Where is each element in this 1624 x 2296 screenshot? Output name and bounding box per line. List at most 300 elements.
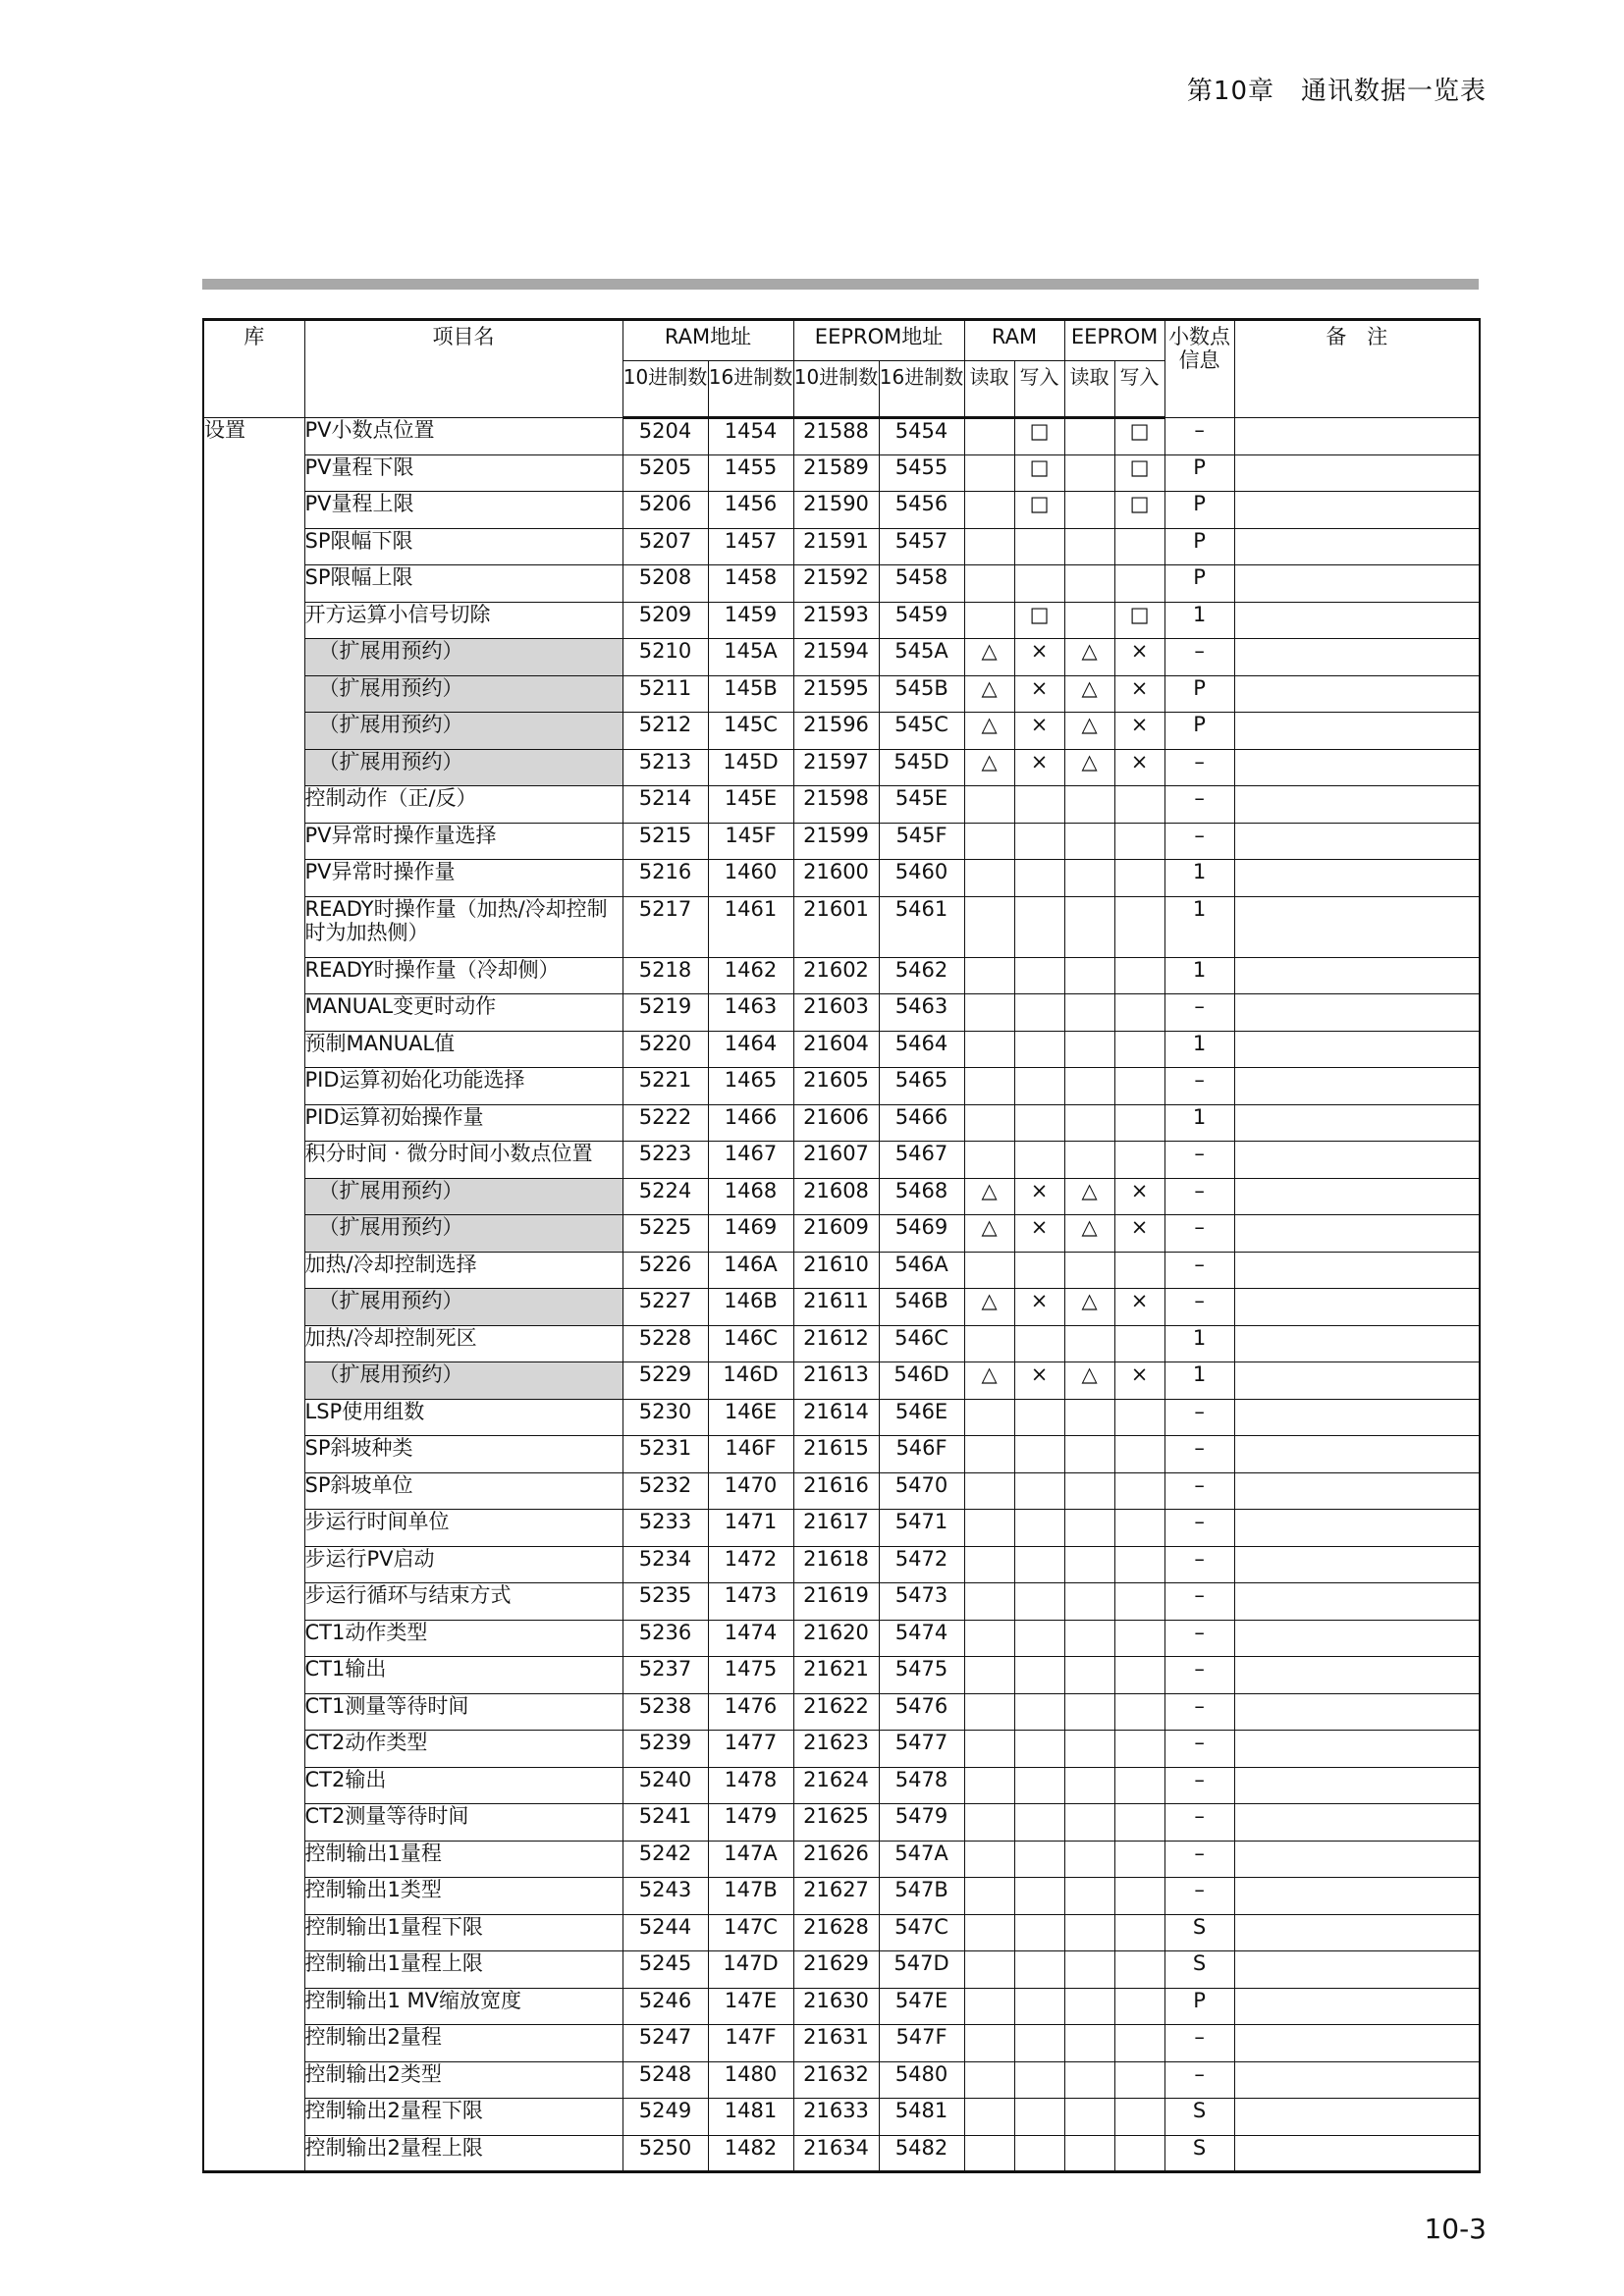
decimal-info-cell: S	[1164, 2099, 1234, 2136]
eeprom-dec-cell: 21628	[793, 1914, 879, 1951]
eeprom-hex-cell: 547B	[879, 1878, 964, 1915]
eeprom-dec-cell: 21598	[793, 786, 879, 824]
item-name-cell: CT2测量等待时间	[304, 1804, 623, 1842]
ram-write-cell	[1014, 1841, 1064, 1878]
ram-read-cell	[964, 492, 1014, 529]
ram-dec-cell: 5222	[623, 1104, 708, 1142]
communication-data-table	[202, 318, 1481, 2173]
ram-hex-cell: 1460	[708, 860, 793, 897]
header-ram-read: 读取	[964, 361, 1014, 418]
ram-dec-cell: 5241	[623, 1804, 708, 1842]
decimal-info-cell: –	[1164, 1583, 1234, 1621]
decimal-info-cell: –	[1164, 1436, 1234, 1473]
eeprom-dec-cell: 21631	[793, 2025, 879, 2062]
eeprom-dec-cell: 21601	[793, 896, 879, 957]
table-row	[203, 1252, 1480, 1289]
ram-write-cell	[1014, 1878, 1064, 1915]
decimal-info-cell: S	[1164, 2135, 1234, 2172]
decimal-info-cell: –	[1164, 1252, 1234, 1289]
eeprom-write-cell	[1114, 1878, 1164, 1915]
item-name-cell: PID运算初始化功能选择	[304, 1068, 623, 1105]
eeprom-write-cell	[1114, 1252, 1164, 1289]
eeprom-dec-cell: 21624	[793, 1767, 879, 1804]
remarks-cell	[1234, 896, 1480, 957]
ram-dec-cell: 5225	[623, 1215, 708, 1253]
ram-write-cell	[1014, 1472, 1064, 1510]
ram-dec-cell: 5250	[623, 2135, 708, 2172]
remarks-cell	[1234, 1988, 1480, 2025]
eeprom-dec-cell: 21616	[793, 1472, 879, 1510]
header-ram-dec: 10进制数	[623, 361, 708, 418]
remarks-cell	[1234, 1325, 1480, 1362]
decimal-info-cell: P	[1164, 1988, 1234, 2025]
eeprom-read-cell	[1064, 1804, 1114, 1842]
table-row	[203, 1362, 1480, 1400]
table-row	[203, 454, 1480, 492]
table-row	[203, 786, 1480, 824]
ram-read-cell	[964, 1252, 1014, 1289]
eeprom-write-cell	[1114, 1472, 1164, 1510]
remarks-cell	[1234, 1215, 1480, 1253]
eeprom-hex-cell: 5471	[879, 1510, 964, 1547]
decimal-info-cell: –	[1164, 1546, 1234, 1583]
eeprom-hex-cell: 5480	[879, 2061, 964, 2099]
ram-hex-cell: 146A	[708, 1252, 793, 1289]
ram-write-cell	[1014, 1951, 1064, 1989]
ram-write-cell: ×	[1014, 1178, 1064, 1215]
eeprom-dec-cell: 21606	[793, 1104, 879, 1142]
item-name-cell: SP限幅上限	[304, 565, 623, 603]
remarks-cell	[1234, 1841, 1480, 1878]
ram-write-cell	[1014, 896, 1064, 957]
remarks-cell	[1234, 1362, 1480, 1400]
table-row	[203, 860, 1480, 897]
ram-read-cell	[964, 1951, 1014, 1989]
eeprom-write-cell: □	[1114, 602, 1164, 639]
ram-hex-cell: 1465	[708, 1068, 793, 1105]
item-name-cell: CT1输出	[304, 1657, 623, 1694]
decimal-info-cell: –	[1164, 1289, 1234, 1326]
eeprom-hex-cell: 546E	[879, 1399, 964, 1436]
ram-hex-cell: 147C	[708, 1914, 793, 1951]
table-row	[203, 1731, 1480, 1768]
decimal-info-cell: S	[1164, 1914, 1234, 1951]
eeprom-dec-cell: 21614	[793, 1399, 879, 1436]
ram-dec-cell: 5205	[623, 454, 708, 492]
decimal-info-cell: 1	[1164, 1362, 1234, 1400]
table-row	[203, 1399, 1480, 1436]
ram-read-cell	[964, 994, 1014, 1032]
eeprom-write-cell	[1114, 2025, 1164, 2062]
eeprom-read-cell	[1064, 2135, 1114, 2172]
eeprom-write-cell	[1114, 1031, 1164, 1068]
decimal-info-cell: 1	[1164, 602, 1234, 639]
ram-dec-cell: 5246	[623, 1988, 708, 2025]
ram-read-cell: △	[964, 749, 1014, 786]
decimal-info-cell: S	[1164, 1951, 1234, 1989]
decimal-info-cell: –	[1164, 2061, 1234, 2099]
ram-hex-cell: 1476	[708, 1693, 793, 1731]
table-row	[203, 749, 1480, 786]
table-row	[203, 1510, 1480, 1547]
eeprom-write-cell	[1114, 1068, 1164, 1105]
ram-read-cell	[964, 1841, 1014, 1878]
table-row	[203, 565, 1480, 603]
header-eeprom-dec: 10进制数	[793, 361, 879, 418]
eeprom-write-cell	[1114, 994, 1164, 1032]
item-name-cell: PID运算初始操作量	[304, 1104, 623, 1142]
eeprom-hex-cell: 5469	[879, 1215, 964, 1253]
eeprom-read-cell: △	[1064, 639, 1114, 676]
decimal-info-cell: 1	[1164, 957, 1234, 994]
ram-read-cell: △	[964, 639, 1014, 676]
ram-dec-cell: 5211	[623, 675, 708, 713]
ram-write-cell: □	[1014, 492, 1064, 529]
eeprom-hex-cell: 547C	[879, 1914, 964, 1951]
eeprom-write-cell	[1114, 786, 1164, 824]
ram-dec-cell: 5233	[623, 1510, 708, 1547]
eeprom-dec-cell: 21596	[793, 713, 879, 750]
ram-write-cell	[1014, 2025, 1064, 2062]
eeprom-hex-cell: 5481	[879, 2099, 964, 2136]
item-name-cell: 控制输出1量程下限	[304, 1914, 623, 1951]
item-name-cell: PV量程上限	[304, 492, 623, 529]
table-row	[203, 896, 1480, 957]
ram-hex-cell: 1475	[708, 1657, 793, 1694]
eeprom-dec-cell: 21611	[793, 1289, 879, 1326]
eeprom-read-cell	[1064, 1988, 1114, 2025]
ram-write-cell: □	[1014, 602, 1064, 639]
table-row	[203, 1436, 1480, 1473]
decimal-info-cell: –	[1164, 749, 1234, 786]
ram-dec-cell: 5216	[623, 860, 708, 897]
decimal-info-cell: 1	[1164, 896, 1234, 957]
ram-hex-cell: 147F	[708, 2025, 793, 2062]
table-row	[203, 1546, 1480, 1583]
ram-hex-cell: 1455	[708, 454, 793, 492]
ram-read-cell	[964, 1325, 1014, 1362]
remarks-cell	[1234, 2099, 1480, 2136]
header-eeprom-hex: 16进制数	[879, 361, 964, 418]
ram-write-cell	[1014, 2135, 1064, 2172]
eeprom-dec-cell: 21629	[793, 1951, 879, 1989]
eeprom-dec-cell: 21593	[793, 602, 879, 639]
ram-read-cell	[964, 2061, 1014, 2099]
remarks-cell	[1234, 1031, 1480, 1068]
eeprom-read-cell: △	[1064, 1289, 1114, 1326]
ram-read-cell	[964, 860, 1014, 897]
header-ram-address: RAM地址	[623, 320, 793, 361]
ram-hex-cell: 146C	[708, 1325, 793, 1362]
remarks-cell	[1234, 1951, 1480, 1989]
eeprom-write-cell	[1114, 2099, 1164, 2136]
ram-dec-cell: 5230	[623, 1399, 708, 1436]
ram-write-cell	[1014, 1104, 1064, 1142]
eeprom-write-cell	[1114, 1657, 1164, 1694]
eeprom-dec-cell: 21622	[793, 1693, 879, 1731]
decimal-info-cell: P	[1164, 675, 1234, 713]
decimal-info-cell: –	[1164, 823, 1234, 860]
remarks-cell	[1234, 1289, 1480, 1326]
table-row	[203, 1583, 1480, 1621]
eeprom-read-cell	[1064, 1546, 1114, 1583]
eeprom-hex-cell: 545D	[879, 749, 964, 786]
table-row	[203, 1657, 1480, 1694]
ram-read-cell	[964, 896, 1014, 957]
ram-dec-cell: 5248	[623, 2061, 708, 2099]
eeprom-hex-cell: 5459	[879, 602, 964, 639]
eeprom-read-cell	[1064, 565, 1114, 603]
ram-write-cell	[1014, 1988, 1064, 2025]
ram-dec-cell: 5234	[623, 1546, 708, 1583]
remarks-cell	[1234, 2061, 1480, 2099]
ram-hex-cell: 147D	[708, 1951, 793, 1989]
eeprom-dec-cell: 21590	[793, 492, 879, 529]
ram-write-cell: ×	[1014, 749, 1064, 786]
eeprom-write-cell: ×	[1114, 749, 1164, 786]
eeprom-read-cell	[1064, 994, 1114, 1032]
eeprom-read-cell	[1064, 1104, 1114, 1142]
ram-hex-cell: 1466	[708, 1104, 793, 1142]
ram-hex-cell: 147A	[708, 1841, 793, 1878]
eeprom-read-cell	[1064, 418, 1114, 455]
item-name-cell: CT1测量等待时间	[304, 1693, 623, 1731]
header-eeprom-write: 写入	[1114, 361, 1164, 418]
decimal-info-cell: 1	[1164, 1031, 1234, 1068]
item-name-cell: 控制输出2量程	[304, 2025, 623, 2062]
ram-read-cell: △	[964, 1362, 1014, 1400]
ram-read-cell	[964, 1472, 1014, 1510]
eeprom-write-cell	[1114, 1804, 1164, 1842]
eeprom-write-cell	[1114, 1914, 1164, 1951]
ram-hex-cell: 1457	[708, 528, 793, 565]
ram-read-cell	[964, 602, 1014, 639]
ram-dec-cell: 5235	[623, 1583, 708, 1621]
header-ram-hex: 16进制数	[708, 361, 793, 418]
decimal-info-cell: 1	[1164, 1325, 1234, 1362]
table-row	[203, 1841, 1480, 1878]
table-row	[203, 1104, 1480, 1142]
remarks-cell	[1234, 454, 1480, 492]
eeprom-dec-cell: 21620	[793, 1620, 879, 1657]
header-eeprom-read: 读取	[1064, 361, 1114, 418]
decimal-info-cell: –	[1164, 1767, 1234, 1804]
ram-dec-cell: 5227	[623, 1289, 708, 1326]
decimal-info-cell: –	[1164, 1399, 1234, 1436]
eeprom-write-cell	[1114, 1436, 1164, 1473]
ram-dec-cell: 5239	[623, 1731, 708, 1768]
ram-write-cell	[1014, 565, 1064, 603]
eeprom-read-cell	[1064, 1068, 1114, 1105]
decimal-info-cell: –	[1164, 1841, 1234, 1878]
table-row	[203, 675, 1480, 713]
remarks-cell	[1234, 1546, 1480, 1583]
eeprom-hex-cell: 5472	[879, 1546, 964, 1583]
ram-hex-cell: 145B	[708, 675, 793, 713]
table-row	[203, 2061, 1480, 2099]
ram-read-cell	[964, 2025, 1014, 2062]
table-row	[203, 418, 1480, 455]
remarks-cell	[1234, 1767, 1480, 1804]
eeprom-read-cell	[1064, 454, 1114, 492]
eeprom-read-cell	[1064, 1142, 1114, 1179]
ram-dec-cell: 5218	[623, 957, 708, 994]
ram-hex-cell: 1456	[708, 492, 793, 529]
ram-read-cell	[964, 1657, 1014, 1694]
ram-write-cell	[1014, 2099, 1064, 2136]
eeprom-read-cell	[1064, 860, 1114, 897]
ram-write-cell: ×	[1014, 1362, 1064, 1400]
eeprom-hex-cell: 5454	[879, 418, 964, 455]
eeprom-hex-cell: 5462	[879, 957, 964, 994]
ram-hex-cell: 1477	[708, 1731, 793, 1768]
ram-read-cell	[964, 1583, 1014, 1621]
item-name-cell: 控制输出2类型	[304, 2061, 623, 2099]
ram-dec-cell: 5224	[623, 1178, 708, 1215]
eeprom-dec-cell: 21623	[793, 1731, 879, 1768]
eeprom-hex-cell: 5475	[879, 1657, 964, 1694]
table-row	[203, 1472, 1480, 1510]
ram-hex-cell: 1474	[708, 1620, 793, 1657]
ram-hex-cell: 147B	[708, 1878, 793, 1915]
ram-dec-cell: 5212	[623, 713, 708, 750]
decimal-info-cell: 1	[1164, 1104, 1234, 1142]
ram-write-cell	[1014, 786, 1064, 824]
item-name-cell: 控制输出1量程	[304, 1841, 623, 1878]
ram-hex-cell: 145D	[708, 749, 793, 786]
eeprom-hex-cell: 5465	[879, 1068, 964, 1105]
remarks-cell	[1234, 786, 1480, 824]
remarks-cell	[1234, 1693, 1480, 1731]
decimal-info-cell: –	[1164, 1142, 1234, 1179]
item-name-cell: 预制MANUAL值	[304, 1031, 623, 1068]
ram-write-cell	[1014, 1583, 1064, 1621]
ram-read-cell	[964, 1031, 1014, 1068]
ram-dec-cell: 5243	[623, 1878, 708, 1915]
decimal-info-cell: 1	[1164, 860, 1234, 897]
eeprom-hex-cell: 5458	[879, 565, 964, 603]
eeprom-write-cell	[1114, 957, 1164, 994]
ram-hex-cell: 1467	[708, 1142, 793, 1179]
header-eeprom: EEPROM	[1064, 320, 1164, 361]
ram-hex-cell: 1468	[708, 1178, 793, 1215]
eeprom-write-cell	[1114, 528, 1164, 565]
table-row	[203, 1804, 1480, 1842]
ram-read-cell	[964, 823, 1014, 860]
ram-write-cell	[1014, 1510, 1064, 1547]
item-name-cell: 步运行时间单位	[304, 1510, 623, 1547]
decimal-info-cell: –	[1164, 1878, 1234, 1915]
eeprom-dec-cell: 21595	[793, 675, 879, 713]
eeprom-dec-cell: 21588	[793, 418, 879, 455]
table-row	[203, 1914, 1480, 1951]
eeprom-write-cell	[1114, 1693, 1164, 1731]
ram-hex-cell: 1463	[708, 994, 793, 1032]
eeprom-dec-cell: 21630	[793, 1988, 879, 2025]
table-body	[203, 418, 1480, 2172]
eeprom-write-cell	[1114, 1731, 1164, 1768]
ram-write-cell	[1014, 1325, 1064, 1362]
decimal-info-cell: –	[1164, 1657, 1234, 1694]
remarks-cell	[1234, 2135, 1480, 2172]
ram-dec-cell: 5204	[623, 418, 708, 455]
ram-write-cell: ×	[1014, 639, 1064, 676]
eeprom-read-cell	[1064, 528, 1114, 565]
item-name-cell: 控制输出1 MV缩放宽度	[304, 1988, 623, 2025]
item-name-cell: PV异常时操作量选择	[304, 823, 623, 860]
eeprom-write-cell	[1114, 896, 1164, 957]
table-row	[203, 639, 1480, 676]
item-name-cell: SP限幅下限	[304, 528, 623, 565]
item-name-cell: READY时操作量（加热/冷却控制时为加热侧）	[304, 896, 623, 957]
eeprom-write-cell	[1114, 1583, 1164, 1621]
remarks-cell	[1234, 602, 1480, 639]
eeprom-hex-cell: 546F	[879, 1436, 964, 1473]
item-name-cell: LSP使用组数	[304, 1399, 623, 1436]
table-row	[203, 2135, 1480, 2172]
ram-write-cell	[1014, 957, 1064, 994]
eeprom-hex-cell: 5478	[879, 1767, 964, 1804]
eeprom-dec-cell: 21600	[793, 860, 879, 897]
ram-hex-cell: 1462	[708, 957, 793, 994]
ram-dec-cell: 5209	[623, 602, 708, 639]
ram-read-cell	[964, 1731, 1014, 1768]
remarks-cell	[1234, 492, 1480, 529]
decimal-info-cell: –	[1164, 1068, 1234, 1105]
ram-hex-cell: 145E	[708, 786, 793, 824]
eeprom-hex-cell: 5470	[879, 1472, 964, 1510]
ram-read-cell	[964, 2135, 1014, 2172]
ram-hex-cell: 1458	[708, 565, 793, 603]
ram-write-cell	[1014, 2061, 1064, 2099]
remarks-cell	[1234, 1657, 1480, 1694]
ram-dec-cell: 5226	[623, 1252, 708, 1289]
remarks-cell	[1234, 1399, 1480, 1436]
eeprom-read-cell	[1064, 2025, 1114, 2062]
remarks-cell	[1234, 1068, 1480, 1105]
eeprom-write-cell	[1114, 1767, 1164, 1804]
remarks-cell	[1234, 1878, 1480, 1915]
item-name-cell: （扩展用预约）	[304, 1362, 623, 1400]
table-row	[203, 492, 1480, 529]
ram-read-cell	[964, 1620, 1014, 1657]
eeprom-read-cell	[1064, 1620, 1114, 1657]
ram-write-cell	[1014, 1620, 1064, 1657]
remarks-cell	[1234, 418, 1480, 455]
table-row	[203, 1325, 1480, 1362]
table-row	[203, 957, 1480, 994]
eeprom-hex-cell: 5482	[879, 2135, 964, 2172]
ram-read-cell	[964, 1104, 1014, 1142]
ram-read-cell	[964, 528, 1014, 565]
eeprom-read-cell: △	[1064, 1215, 1114, 1253]
table-row	[203, 2025, 1480, 2062]
ram-dec-cell: 5237	[623, 1657, 708, 1694]
eeprom-write-cell	[1114, 565, 1164, 603]
remarks-cell	[1234, 528, 1480, 565]
item-name-cell: PV异常时操作量	[304, 860, 623, 897]
eeprom-read-cell	[1064, 823, 1114, 860]
ram-write-cell: ×	[1014, 713, 1064, 750]
ram-read-cell	[964, 786, 1014, 824]
item-name-cell: CT2动作类型	[304, 1731, 623, 1768]
eeprom-write-cell: ×	[1114, 1215, 1164, 1253]
eeprom-dec-cell: 21597	[793, 749, 879, 786]
ram-hex-cell: 146E	[708, 1399, 793, 1436]
ram-write-cell	[1014, 1767, 1064, 1804]
remarks-cell	[1234, 713, 1480, 750]
table-row	[203, 528, 1480, 565]
